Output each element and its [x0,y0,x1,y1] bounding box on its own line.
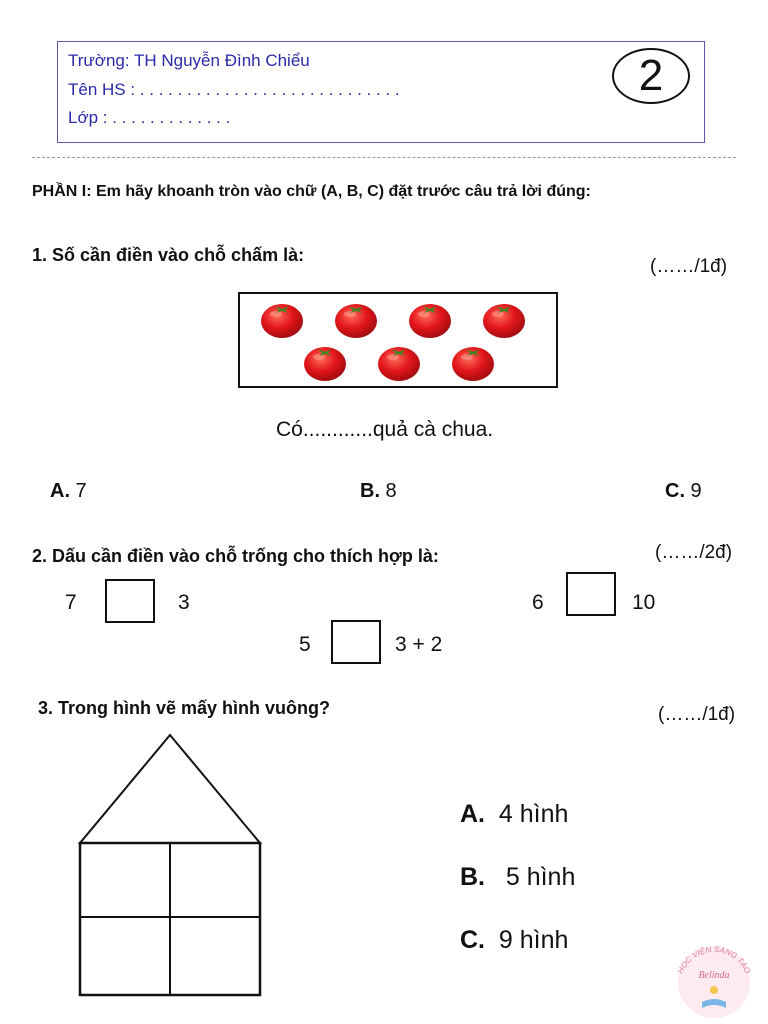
tomato-icon [409,304,451,338]
student-name-field: Tên HS : . . . . . . . . . . . . . . . . . . . . . . . . . . . . [68,80,400,99]
watermark-text: HỌC VIỆN SÁNG TẠO [675,944,753,975]
section-heading: PHẦN I: Em hãy khoanh tròn vào chữ (A, B, C) đặt trước câu trả lời đúng: [32,183,591,200]
watermark-sub: Belinda [698,970,730,981]
q1-score: (……/1đ) [650,256,728,277]
tomato-icon [452,347,494,381]
q2-row1-right: 3 [178,591,190,614]
tomato-icon [378,347,420,381]
q1-option-b[interactable]: B. 8 [360,480,397,502]
q3-score: (……/1đ) [658,704,736,725]
q2-row2-left: 6 [532,591,544,614]
q1-sentence: Có............quả cà chua. [276,418,494,441]
tomato-icon [304,347,346,381]
q2-title: 2. Dấu cần điền vào chỗ trống cho thích hợp là: [32,546,439,566]
tomatoes-illustration [240,294,555,385]
test-number-oval: 2 [612,48,690,104]
q1-title: 1. Số cần điền vào chỗ chấm là: [32,245,305,265]
watermark-logo [668,938,760,1018]
q2-row2-answer-box[interactable] [566,572,616,616]
q2-row1-left: 7 [65,591,77,614]
q1-option-a[interactable]: A. 7 [50,480,87,502]
q3-option-a[interactable]: A. 4 hình [460,800,569,828]
q2-row2-right: 10 [632,591,656,614]
q2-row3-left: 5 [299,633,311,656]
tomato-box [238,292,558,388]
dashed-separator [32,157,736,158]
tomato-icon [335,304,377,338]
q2-score: (……/2đ) [655,542,733,563]
house-figure [72,730,272,1000]
q2-row3-answer-box[interactable] [331,620,381,664]
q2-row1-answer-box[interactable] [105,579,155,623]
tomato-icon [261,304,303,338]
q3-option-b[interactable]: B. 5 hình [460,863,576,891]
q2-row3-right: 3 + 2 [395,633,443,656]
tomato-icon [483,304,525,338]
q1-option-c[interactable]: C. 9 [665,480,702,502]
house-roof [80,735,260,843]
class-field: Lớp : . . . . . . . . . . . . . [68,108,231,127]
school-name: Trường: TH Nguyễn Đình Chiểu [68,51,310,70]
header-box [57,41,705,143]
q3-title: 3. Trong hình vẽ mấy hình vuông? [38,698,331,718]
q3-option-c[interactable]: C. 9 hình [460,926,569,954]
